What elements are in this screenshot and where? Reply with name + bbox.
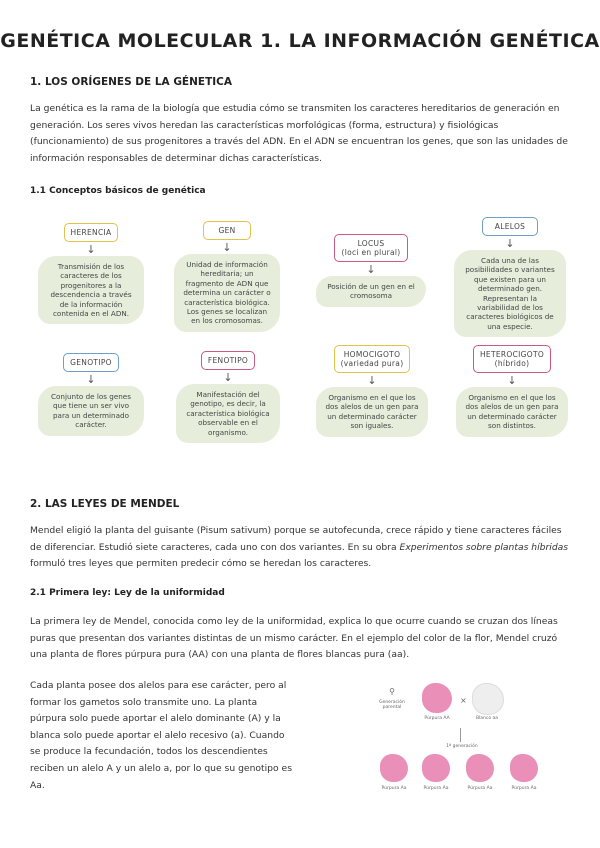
- white-flower-icon: [472, 683, 504, 715]
- concept-label-main: HOMOCIGOTO: [343, 350, 401, 359]
- mendel-cross-figure: [372, 680, 572, 810]
- first-law-explanation: Cada planta posee dos alelos para ese carácter, pero al formar los gametos solo transmite uno. La planta púrpura solo puede aportar el alelo dominante (A) y la blanca solo puede aportar el alelo recesivo (a). Cuando se produce la fecundación, todos los descendientes reciben un alelo A y un alelo a, por lo que su genotipo es Aa.: [30, 680, 292, 791]
- concept-label-sub: (híbrido): [494, 359, 530, 368]
- section-1-heading: 1. LOS ORÍGENES DE LA GÉNETICA: [30, 76, 232, 88]
- arrow-down-icon: ↓: [223, 371, 233, 384]
- concept-definition: Conjunto de los genes que tiene un ser vivo para un determinado carácter.: [38, 386, 144, 436]
- concept-label: [334, 345, 411, 373]
- purple-flower-icon: [380, 754, 408, 782]
- child-label: Púrpura Aa: [511, 786, 537, 791]
- parent-white-label: Blanco aa: [475, 716, 499, 721]
- purple-flower-icon: [510, 754, 538, 782]
- arrow-down-icon: ↓: [505, 237, 515, 250]
- purple-flower-icon: [466, 754, 494, 782]
- arrow-down-icon: ↓: [86, 243, 96, 256]
- concept-homocigoto: [316, 345, 428, 437]
- descent-line: [460, 728, 461, 742]
- arrow-down-icon: ↓: [366, 263, 376, 276]
- section-1-paragraph: La genética es la rama de la biología que estudia cómo se transmiten los caracteres hereditarios de generación en generación. Los seres vivos heredan las características morfológicas (forma, estructura) y fisiológicas (funcionamiento) de sus progenitores a través del ADN. En el ADN se encuentran los genes, que son las unidades de información responsables de determinar dichas características.: [30, 103, 568, 164]
- book-title: Experimentos sobre plantas híbridas: [399, 541, 569, 553]
- first-law-subheading: 2.1 Primera ley: Ley de la uniformidad: [30, 588, 225, 598]
- concept-definition: Manifestación del genotipo, es decir, la característica biológica observable en el organismo.: [176, 384, 280, 443]
- concept-alelos: [454, 214, 566, 337]
- concept-definition: Posición de un gen en el cromosoma: [316, 276, 426, 307]
- concept-heterocigoto: [456, 345, 568, 437]
- concept-label-main: LOCUS: [357, 239, 385, 248]
- concept-genotipo: [38, 350, 144, 436]
- concept-label: [334, 234, 407, 262]
- concept-label: FENOTIPO: [201, 351, 255, 370]
- concept-fenotipo: [176, 348, 280, 443]
- first-law-paragraph: La primera ley de Mendel, conocida como ley de la uniformidad, explica lo que ocurre cuando se cruzan dos líneas puras que presentan dos variantes distintas de un mismo carácter. En el ejemplo del color de la flor, Mendel cruzó una planta de flores púrpura pura (AA) con una planta de flores blancas pura (aa).: [30, 616, 558, 661]
- child-label: Púrpura Aa: [423, 786, 449, 791]
- gamete-symbol-icon: ⚲: [389, 687, 395, 696]
- concept-definition: Cada una de las posibilidades o variantes que existen para un determinado gen. Representan la variabilidad de los caracteres biológicos de una especie.: [454, 250, 566, 337]
- purple-flower-icon: [422, 683, 452, 713]
- concept-definition: Organismo en el que los dos alelos de un gen para un determinado carácter son distintos.: [456, 387, 568, 437]
- concept-gen: [174, 218, 280, 332]
- parental-generation-label: Generación parental: [379, 700, 405, 710]
- f1-generation-label: 1ª generación: [446, 744, 478, 749]
- concept-label: GEN: [203, 221, 250, 240]
- section-2-text-a: Mendel eligió la planta del guisante (Pisum sativum) porque se autofecunda, crece rápido y tiene caracteres fáciles de diferenciar. Estudió siete caracteres, cada uno con dos variantes. En su obra: [30, 525, 562, 553]
- parent-purple-label: Púrpura AA: [424, 716, 450, 721]
- concept-definition: Organismo en el que los dos alelos de un gen para un determinado carácter son iguales.: [316, 387, 428, 437]
- concept-herencia: [38, 220, 144, 324]
- concept-label: ALELOS: [482, 217, 538, 236]
- section-2-paragraph: [30, 523, 570, 573]
- child-label: Púrpura Aa: [467, 786, 493, 791]
- concept-label: HERENCIA: [64, 223, 119, 242]
- arrow-down-icon: ↓: [222, 241, 232, 254]
- concept-definition: Transmisión de los caracteres de los progenitores a la descendencia a través de la información contenida en el ADN.: [38, 256, 144, 324]
- concept-label-sub: (loci en plural): [341, 248, 401, 257]
- concept-label-sub: (variedad pura): [340, 359, 404, 368]
- concept-label: GENOTIPO: [63, 353, 119, 372]
- concept-label-main: HETEROCIGOTO: [479, 350, 545, 359]
- arrow-down-icon: ↓: [507, 374, 517, 387]
- concept-locus: [316, 234, 426, 307]
- arrow-down-icon: ↓: [367, 374, 377, 387]
- concepts-subheading: 1.1 Conceptos básicos de genética: [30, 186, 206, 196]
- section-2-heading: 2. LAS LEYES DE MENDEL: [30, 498, 180, 510]
- section-2-text-b: formuló tres leyes que permiten predecir cómo se heredan los caracteres.: [30, 558, 372, 570]
- child-label: Púrpura Aa: [381, 786, 407, 791]
- purple-flower-icon: [422, 754, 450, 782]
- cross-icon: ×: [460, 696, 467, 705]
- arrow-down-icon: ↓: [86, 373, 96, 386]
- page-title: GENÉTICA MOLECULAR 1. LA INFORMACIÓN GENÉTICA: [0, 30, 600, 52]
- concept-definition: Unidad de información hereditaria; un fragmento de ADN que determina un carácter o característica biológica. Los genes se localizan en los cromosomas.: [174, 254, 280, 332]
- concept-label: [473, 345, 551, 373]
